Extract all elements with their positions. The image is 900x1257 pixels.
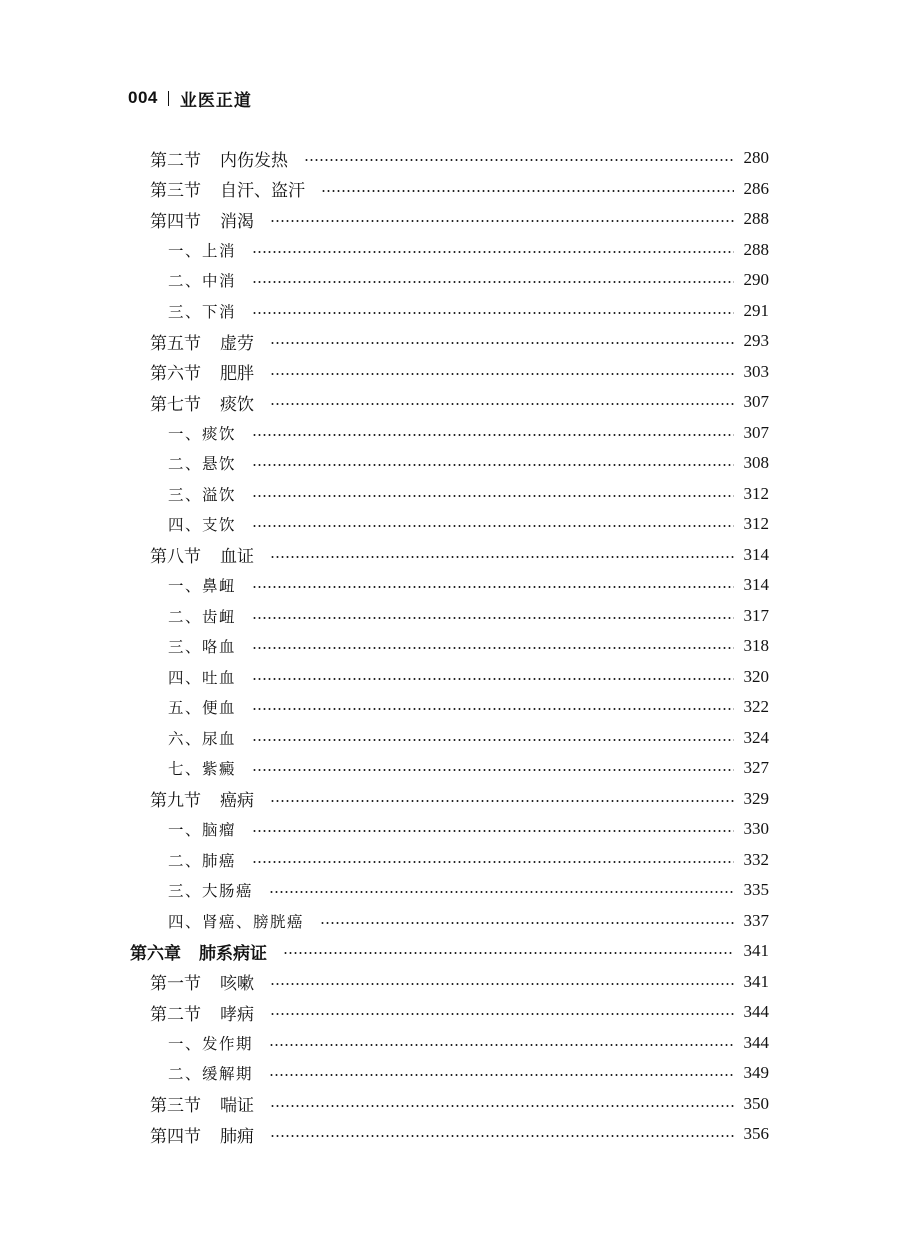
dot-leader [270, 342, 734, 344]
toc-entry-title: 齿衄 [202, 607, 237, 626]
toc-entry-item[interactable] [0, 296, 769, 327]
toc-entry-page: 308 [743, 453, 769, 473]
toc-entry-title: 尿血 [202, 729, 237, 748]
toc-entry-number: 三、 [168, 882, 203, 901]
dot-leader [270, 373, 734, 375]
toc-entry-section[interactable] [0, 204, 769, 235]
toc-entry-section[interactable] [0, 326, 769, 357]
header-divider [168, 91, 169, 106]
dot-leader [252, 617, 733, 619]
running-header [128, 84, 252, 112]
toc-entry-title: 哮病 [220, 1004, 254, 1025]
toc-entry-item[interactable] [0, 509, 769, 540]
toc-entry-page: 327 [743, 758, 769, 778]
toc-entry-title: 大肠癌 [202, 882, 254, 901]
toc-entry-page: 317 [743, 605, 769, 625]
toc-entry-title: 喘证 [220, 1096, 254, 1117]
dot-leader [270, 556, 734, 558]
toc-entry-item[interactable] [0, 479, 769, 510]
toc-entry-title: 虚劳 [220, 333, 254, 354]
toc-entry-item[interactable] [0, 845, 769, 876]
toc-entry-number: 六、 [168, 729, 203, 748]
toc-entry-item[interactable] [0, 235, 769, 266]
toc-entry-title: 下消 [202, 302, 237, 321]
toc-entry-page: 280 [743, 148, 769, 168]
toc-entry-title: 吐血 [202, 668, 237, 687]
toc-entry-section[interactable] [0, 540, 769, 571]
toc-entry-number: 一、 [168, 1034, 203, 1053]
toc-entry-chapter[interactable] [0, 936, 769, 967]
toc-entry-page: 288 [743, 209, 769, 229]
dot-leader [320, 922, 733, 924]
dot-leader [252, 678, 733, 680]
toc-entry-title: 痰饮 [220, 394, 254, 415]
toc-entry-title: 溢饮 [202, 485, 237, 504]
dot-leader [269, 1044, 733, 1046]
toc-entry-page: 324 [743, 727, 769, 747]
toc-entry-number: 第九节 [150, 791, 201, 812]
toc-entry-section[interactable] [0, 1089, 769, 1120]
toc-entry-title: 肺癌 [202, 851, 237, 870]
toc-entry-item[interactable] [0, 418, 769, 449]
table-of-contents [0, 143, 900, 1150]
toc-entry-number: 第一节 [150, 974, 201, 995]
dot-leader [270, 983, 734, 985]
toc-entry-number: 第六节 [150, 364, 201, 385]
toc-entry-title: 中消 [202, 272, 237, 291]
toc-entry-number: 四、 [168, 668, 203, 687]
toc-entry-item[interactable] [0, 875, 769, 906]
toc-entry-number: 第二节 [150, 150, 201, 171]
toc-entry-title: 消渴 [220, 211, 254, 232]
toc-entry-item[interactable] [0, 631, 769, 662]
toc-entry-item[interactable] [0, 448, 769, 479]
toc-entry-title: 咯血 [202, 638, 237, 657]
toc-entry-section[interactable] [0, 357, 769, 388]
toc-entry-number: 三、 [168, 638, 203, 657]
dot-leader [269, 1074, 733, 1076]
toc-entry-number: 三、 [168, 302, 203, 321]
toc-entry-page: 312 [743, 514, 769, 534]
toc-entry-number: 二、 [168, 455, 203, 474]
toc-entry-title: 肺系病证 [199, 943, 267, 964]
toc-entry-number: 第四节 [150, 1126, 201, 1147]
toc-entry-section[interactable] [0, 784, 769, 815]
dot-leader [252, 495, 733, 497]
toc-entry-page: 303 [743, 361, 769, 381]
header-book-title: 业医正道 [179, 90, 252, 111]
dot-leader [252, 251, 733, 253]
toc-entry-item[interactable] [0, 265, 769, 296]
dot-leader [252, 312, 733, 314]
toc-entry-page: 293 [743, 331, 769, 351]
dot-leader [252, 464, 733, 466]
toc-entry-page: 318 [743, 636, 769, 656]
dot-leader [270, 1135, 734, 1137]
toc-entry-title: 鼻衄 [202, 577, 237, 596]
toc-entry-title: 肥胖 [220, 364, 254, 385]
toc-entry-number: 第五节 [150, 333, 201, 354]
toc-entry-page: 314 [743, 544, 769, 564]
dot-leader [270, 1105, 734, 1107]
dot-leader [269, 891, 733, 893]
toc-entry-item[interactable] [0, 662, 769, 693]
toc-entry-page: 322 [743, 697, 769, 717]
toc-entry-number: 一、 [168, 821, 203, 840]
dot-leader [252, 739, 733, 741]
dot-leader [252, 647, 733, 649]
toc-entry-title: 痰饮 [202, 424, 237, 443]
toc-entry-title: 发作期 [202, 1034, 254, 1053]
dot-leader [252, 830, 733, 832]
dot-leader [304, 159, 734, 161]
toc-entry-section[interactable] [0, 997, 769, 1028]
toc-entry-number: 七、 [168, 760, 203, 779]
toc-entry-number: 第四节 [150, 211, 201, 232]
toc-entry-page: 307 [743, 392, 769, 412]
toc-entry-page: 341 [743, 971, 769, 991]
toc-entry-item[interactable] [0, 570, 769, 601]
toc-entry-page: 290 [743, 270, 769, 290]
dot-leader [252, 861, 733, 863]
toc-entry-page: 350 [743, 1093, 769, 1113]
dot-leader [321, 190, 734, 192]
toc-entry-title: 内伤发热 [220, 150, 288, 171]
toc-entry-page: 329 [743, 788, 769, 808]
toc-entry-title: 咳嗽 [220, 974, 254, 995]
toc-entry-title: 缓解期 [202, 1065, 254, 1084]
toc-entry-number: 一、 [168, 577, 203, 596]
dot-leader [252, 769, 733, 771]
toc-entry-page: 344 [743, 1032, 769, 1052]
toc-entry-section[interactable] [0, 967, 769, 998]
toc-entry-number: 二、 [168, 851, 203, 870]
toc-entry-item[interactable] [0, 1058, 769, 1089]
toc-entry-title: 悬饮 [202, 455, 237, 474]
toc-entry-title: 肺痈 [220, 1126, 254, 1147]
toc-entry-section[interactable] [0, 143, 769, 174]
toc-entry-title: 脑瘤 [202, 821, 237, 840]
dot-leader [252, 586, 733, 588]
toc-entry-title: 肾癌、膀胱癌 [202, 912, 305, 931]
toc-entry-title: 便血 [202, 699, 237, 718]
toc-entry-item[interactable] [0, 723, 769, 754]
toc-entry-page: 320 [743, 666, 769, 686]
toc-entry-page: 344 [743, 1002, 769, 1022]
toc-entry-title: 癌病 [220, 791, 254, 812]
toc-entry-section[interactable] [0, 1119, 769, 1150]
dot-leader [252, 434, 733, 436]
toc-entry-page: 288 [743, 239, 769, 259]
header-page-number: 004 [128, 88, 158, 107]
toc-entry-section[interactable] [0, 387, 769, 418]
dot-leader [252, 708, 733, 710]
toc-entry-number: 一、 [168, 424, 203, 443]
toc-entry-number: 第八节 [150, 547, 201, 568]
toc-entry-number: 五、 [168, 699, 203, 718]
toc-entry-number: 第六章 [130, 943, 181, 964]
toc-entry-section[interactable] [0, 174, 769, 205]
toc-entry-item[interactable] [0, 753, 769, 784]
dot-leader [283, 952, 734, 954]
toc-entry-number: 二、 [168, 272, 203, 291]
toc-entry-number: 第二节 [150, 1004, 201, 1025]
toc-entry-page: 312 [743, 483, 769, 503]
toc-entry-page: 341 [743, 941, 769, 961]
toc-entry-title: 自汗、盗汗 [220, 181, 305, 202]
toc-entry-title: 支饮 [202, 516, 237, 535]
toc-entry-number: 一、 [168, 241, 203, 260]
toc-entry-number: 二、 [168, 1065, 203, 1084]
dot-leader [252, 281, 733, 283]
toc-entry-page: 314 [743, 575, 769, 595]
toc-entry-number: 第七节 [150, 394, 201, 415]
toc-entry-title: 紫癜 [202, 760, 237, 779]
toc-entry-page: 349 [743, 1063, 769, 1083]
toc-entry-number: 第三节 [150, 181, 201, 202]
toc-entry-page: 337 [743, 910, 769, 930]
dot-leader [270, 1013, 734, 1015]
toc-entry-page: 335 [743, 880, 769, 900]
toc-entry-page: 291 [743, 300, 769, 320]
toc-entry-item[interactable] [0, 692, 769, 723]
toc-entry-page: 286 [743, 178, 769, 198]
toc-entry-number: 四、 [168, 516, 203, 535]
toc-entry-page: 332 [743, 849, 769, 869]
toc-entry-item[interactable] [0, 601, 769, 632]
toc-entry-number: 四、 [168, 912, 203, 931]
toc-entry-item[interactable] [0, 814, 769, 845]
toc-entry-number: 二、 [168, 607, 203, 626]
toc-entry-title: 上消 [202, 241, 237, 260]
toc-entry-page: 330 [743, 819, 769, 839]
toc-entry-page: 307 [743, 422, 769, 442]
dot-leader [270, 220, 734, 222]
dot-leader [270, 800, 734, 802]
toc-entry-number: 三、 [168, 485, 203, 504]
toc-entry-page: 356 [743, 1124, 769, 1144]
toc-entry-title: 血证 [220, 547, 254, 568]
dot-leader [270, 403, 734, 405]
toc-entry-item[interactable] [0, 906, 769, 937]
toc-entry-item[interactable] [0, 1028, 769, 1059]
dot-leader [252, 525, 733, 527]
toc-entry-number: 第三节 [150, 1096, 201, 1117]
